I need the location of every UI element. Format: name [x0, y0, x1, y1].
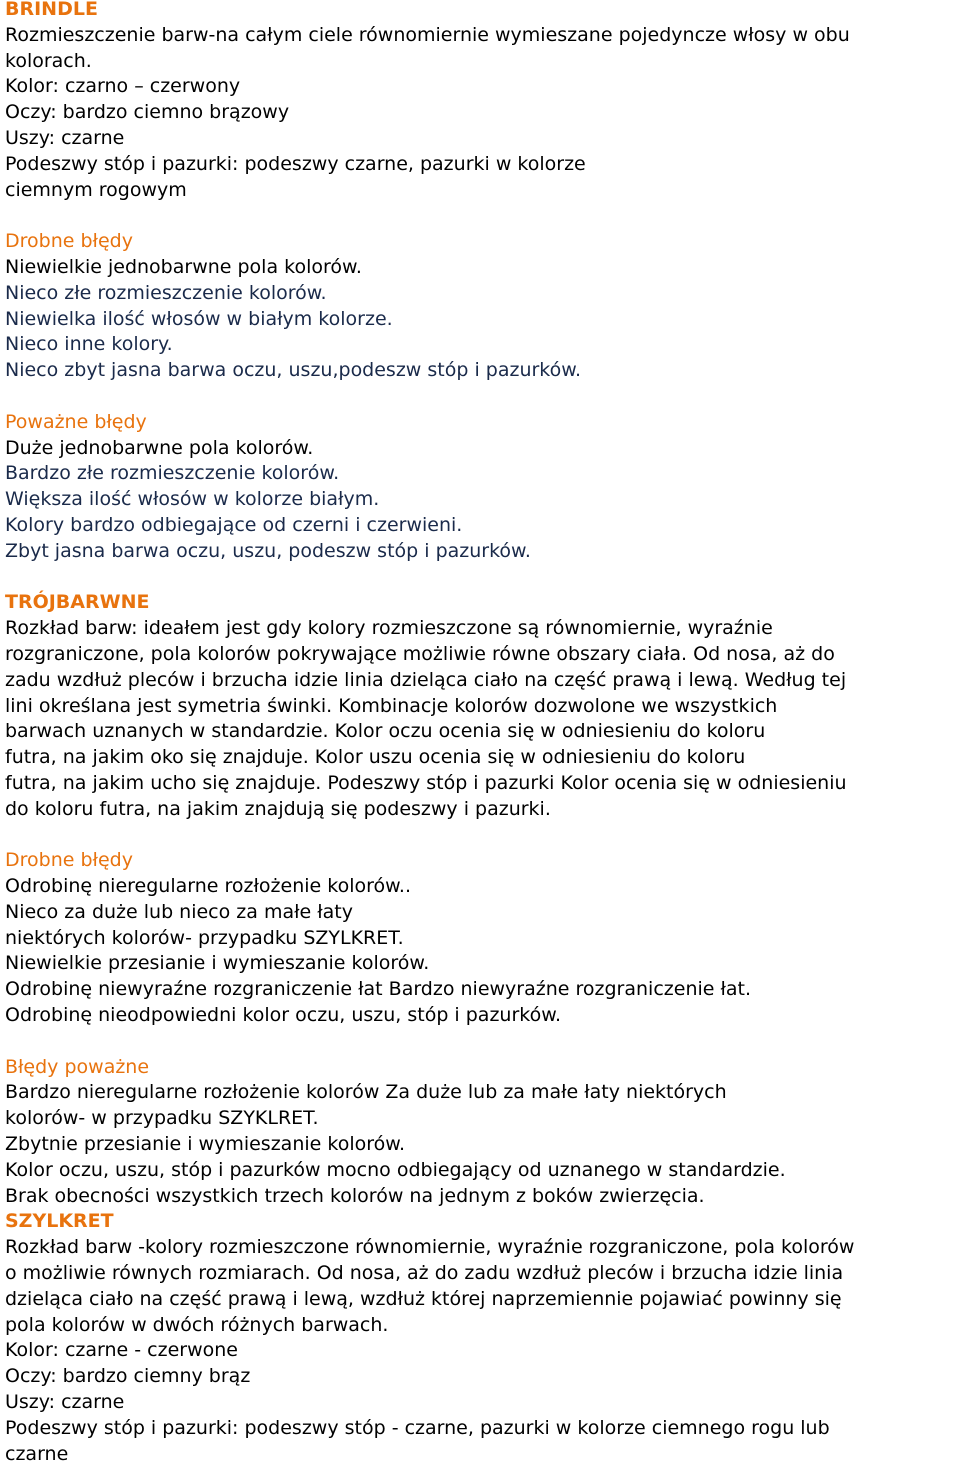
heading-trojbarwne: TRÓJBARWNE [5, 591, 150, 614]
text-line: futra, na jakim ucho się znajduje. Podeszwy stóp i pazurki Kolor ocenia się w odniesieniu [5, 771, 847, 794]
heading-brindle: BRINDLE [5, 0, 98, 20]
list-item: Brak obecności wszystkich trzech kolorów na jednym z boków zwierzęcia. [5, 1184, 705, 1207]
text-line: Podeszwy stóp i pazurki: podeszwy stóp - czarne, pazurki w kolorze ciemnego rogu lub [5, 1416, 830, 1439]
spacer [5, 565, 960, 591]
list-item: Duże jednobarwne pola kolorów. [5, 436, 314, 459]
list-item: kolorów- w przypadku SZYKLRET. [5, 1107, 319, 1130]
subheading-major-faults: Błędy poważne [5, 1055, 150, 1078]
list-item: Niewielkie jednobarwne pola kolorów. [5, 255, 362, 278]
list-item: Nieco złe rozmieszczenie kolorów. [5, 281, 327, 304]
text-line: ciemnym rogowym [5, 178, 187, 201]
list-item: Bardzo złe rozmieszczenie kolorów. [5, 462, 340, 485]
text-line: futra, na jakim oko się znajduje. Kolor uszu ocenia się w odniesieniu do koloru [5, 746, 746, 769]
text-line: barwach uznanych w standardzie. Kolor oczu ocenia się w odniesieniu do koloru [5, 720, 766, 743]
list-item: Odrobinę niewyraźne rozgraniczenie łat Bardzo niewyraźne rozgraniczenie łat. [5, 978, 752, 1001]
heading-szylkret: SZYLKRET [5, 1210, 114, 1233]
text-line: Rozkład barw: ideałem jest gdy kolory rozmieszczone są równomiernie, wyraźnie [5, 617, 773, 640]
spacer [5, 1029, 960, 1055]
list-item: Kolor oczu, uszu, stóp i pazurków mocno odbiegający od uznanego w standardzie. [5, 1158, 786, 1181]
text-line: Oczy: bardzo ciemno brązowy [5, 101, 290, 124]
spacer [5, 823, 960, 849]
list-item: Odrobinę nieregularne rozłożenie kolorów.. [5, 875, 411, 898]
list-item: Nieco inne kolory. [5, 333, 173, 356]
subheading-minor-faults: Drobne błędy [5, 849, 133, 872]
text-line: kolorach. [5, 49, 92, 72]
list-item: Nieco zbyt jasna barwa oczu, uszu,podeszw stóp i pazurków. [5, 359, 582, 382]
text-line: Podeszwy stóp i pazurki: podeszwy czarne, pazurki w kolorze [5, 152, 586, 175]
text-line: lini określana jest symetria świnki. Kombinacje kolorów dozwolone we wszystkich [5, 694, 778, 717]
text-line: Kolor: czarno – czerwony [5, 75, 241, 98]
text-line: Oczy: bardzo ciemny brąz [5, 1365, 251, 1388]
list-item: Kolory bardzo odbiegające od czerni i czerwieni. [5, 513, 463, 536]
text-line: o możliwie równych rozmiarach. Od nosa, aż do zadu wzdłuż pleców i brzucha idzie linia [5, 1262, 844, 1285]
list-item: Zbytnie przesianie i wymieszanie kolorów. [5, 1133, 406, 1156]
text-line: Uszy: czarne [5, 1391, 125, 1414]
spacer [5, 384, 960, 410]
text-line: rozgraniczone, pola kolorów pokrywające możliwie równe obszary ciała. Od nosa, aż do [5, 642, 835, 665]
text-line: do koloru futra, na jakim znajdują się podeszwy i pazurki. [5, 797, 551, 820]
list-item: Bardzo nieregularne rozłożenie kolorów Za duże lub za małe łaty niektórych [5, 1081, 727, 1104]
text-line: zadu wzdłuż pleców i brzucha idzie linia dzieląca ciało na część prawą i lewą. Według tej [5, 668, 847, 691]
list-item: niektórych kolorów- przypadku SZYLKRET. [5, 926, 404, 949]
document-page [5, 0, 960, 1467]
section-brindle [5, 0, 960, 590]
subheading-major-faults: Poważne błędy [5, 410, 147, 433]
section-szylkret [5, 1209, 960, 1467]
list-item: Zbyt jasna barwa oczu, uszu, podeszw stóp i pazurków. [5, 539, 531, 562]
text-line: Kolor: czarne - czerwone [5, 1339, 238, 1362]
section-trojbarwne [5, 590, 960, 1209]
spacer [5, 203, 960, 229]
list-item: Odrobinę nieodpowiedni kolor oczu, uszu, stóp i pazurków. [5, 1004, 562, 1027]
list-item: Nieco za duże lub nieco za małe łaty [5, 900, 353, 923]
text-line: pola kolorów w dwóch różnych barwach. [5, 1313, 389, 1336]
subheading-minor-faults: Drobne błędy [5, 230, 133, 253]
list-item: Niewielka ilość włosów w białym kolorze. [5, 307, 393, 330]
text-line: czarne [5, 1442, 69, 1465]
text-line: Rozkład barw -kolory rozmieszczone równomiernie, wyraźnie rozgraniczone, pola kolorów [5, 1236, 855, 1259]
text-line: Uszy: czarne [5, 126, 125, 149]
text-line: Rozmieszczenie barw-na całym ciele równomiernie wymieszane pojedyncze włosy w obu [5, 23, 850, 46]
text-line: dzieląca ciało na część prawą i lewą, wzdłuż której naprzemiennie pojawiać powinny się [5, 1287, 842, 1310]
list-item: Niewielkie przesianie i wymieszanie kolorów. [5, 952, 430, 975]
list-item: Większa ilość włosów w kolorze białym. [5, 488, 380, 511]
